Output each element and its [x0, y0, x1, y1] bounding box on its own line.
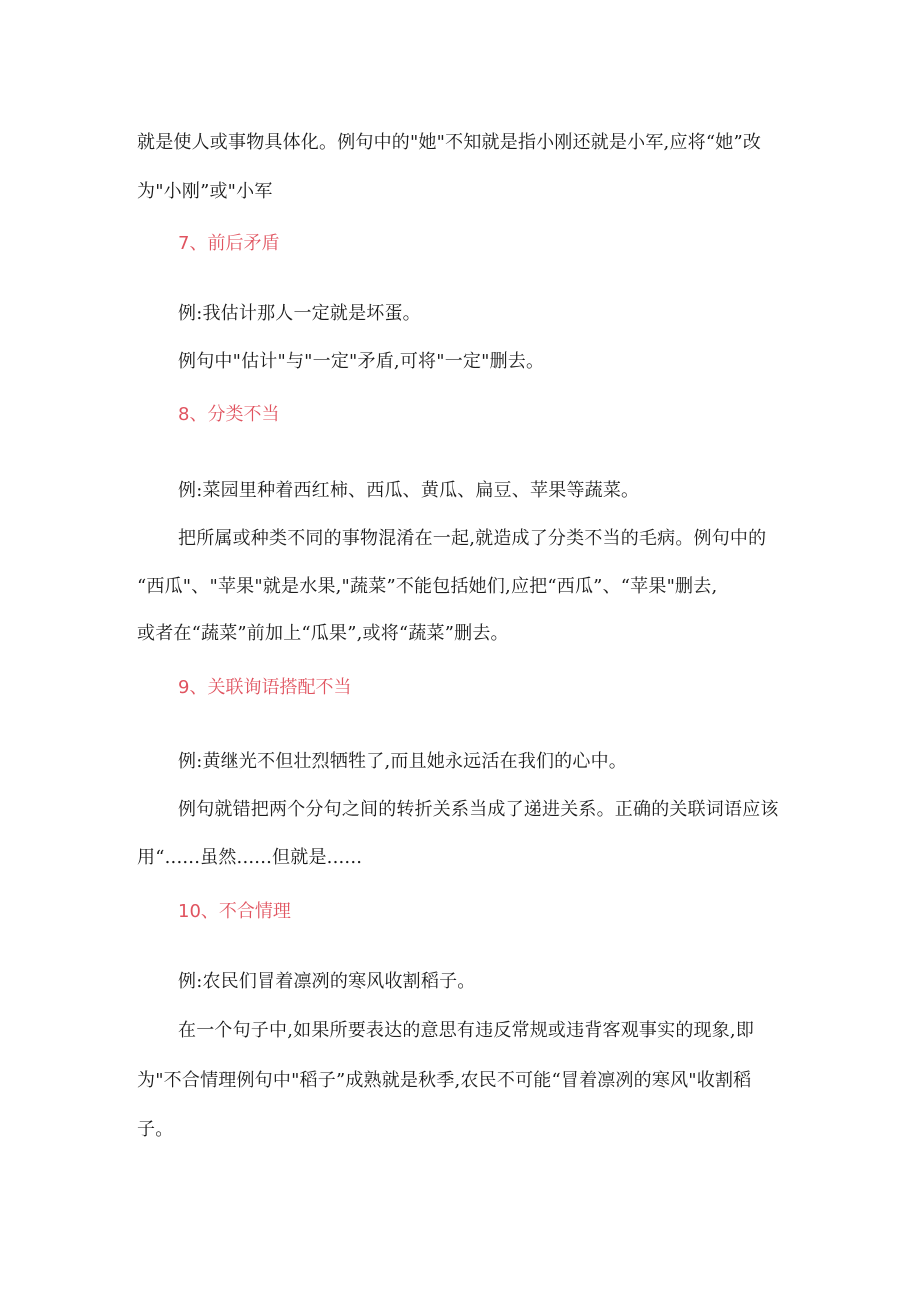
- explanation-line: 例句就错把两个分句之间的转折关系当成了递进关系。正确的关联词语应该: [178, 799, 779, 820]
- explanation-line: 子。: [137, 1119, 174, 1140]
- paragraph-line: 就是使人或事物具体化。例句中的"她"不知就是指小刚还就是小军,应将“她”改: [137, 132, 762, 153]
- section-heading-9: 9、关联询语搭配不当: [178, 677, 352, 698]
- example-sentence: 例:农民们冒着凛冽的寒风收割稻子。: [178, 971, 476, 992]
- explanation-line: 例句中"估计"与"一定"矛盾,可将"一定"删去。: [178, 351, 545, 372]
- example-sentence: 例:菜园里种着西红柿、西瓜、黄瓜、扁豆、苹果等蔬菜。: [178, 480, 640, 501]
- explanation-line: 为"不合情理例句中"稻子”成熟就是秋季,农民不可能“冒着凛冽的寒风"收割稻: [137, 1070, 752, 1091]
- example-sentence: 例:黄继光不但壮烈牺牲了,而且她永远活在我们的心中。: [178, 751, 627, 772]
- example-sentence: 例:我估计那人一定就是坏蛋。: [178, 303, 421, 324]
- paragraph-line: 为"小刚”或"小军: [137, 181, 273, 202]
- section-heading-7: 7、前后矛盾: [178, 233, 280, 254]
- explanation-line: 把所属或种类不同的事物混淆在一起,就造成了分类不当的毛病。例句中的: [178, 528, 767, 549]
- explanation-line: 用“......虽然......但就是......: [137, 847, 363, 868]
- section-heading-8: 8、分类不当: [178, 404, 280, 425]
- section-heading-10: 10、不合情理: [178, 901, 291, 922]
- explanation-line: “西瓜"、"苹果"就是水果,"蔬菜”不能包括她们,应把“西瓜”、“苹果"删去,: [137, 576, 718, 597]
- explanation-line: 或者在“蔬菜”前加上“瓜果”,或将“蔬菜”删去。: [137, 623, 509, 644]
- explanation-line: 在一个句子中,如果所要表达的意思有违反常规或违背客观事实的现象,即: [178, 1020, 755, 1041]
